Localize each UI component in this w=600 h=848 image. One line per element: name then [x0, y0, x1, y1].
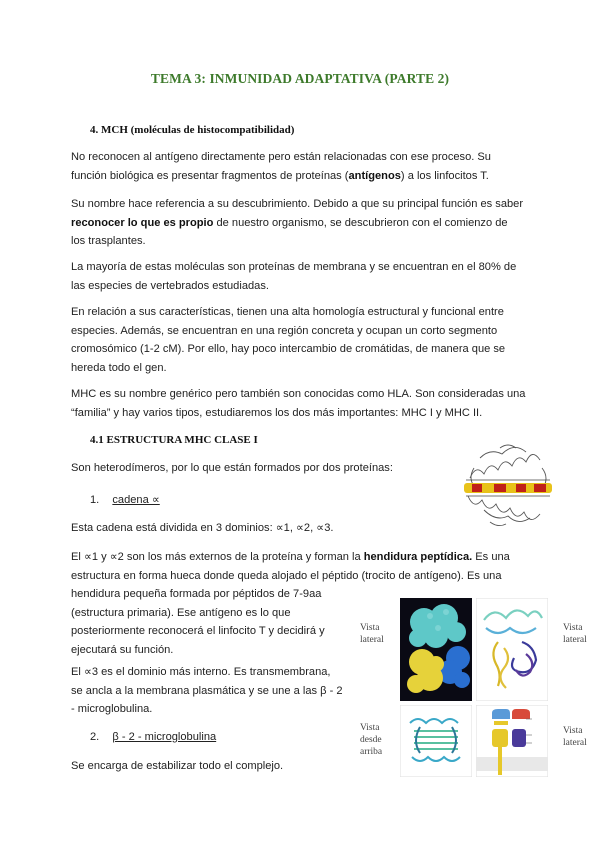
- mhc-ribbon-diagram: [460, 438, 556, 530]
- paragraph-heterodimers: Son heterodímeros, por lo que están formados por dos proteínas:: [71, 462, 393, 474]
- text-line: - microglobulina.: [71, 703, 153, 715]
- list-item-alpha-chain: [90, 493, 160, 506]
- text-line: El ∝3 es el dominio más interno. Es transmembrana,: [71, 666, 331, 678]
- text-line: los trasplantes.: [71, 235, 146, 247]
- paragraph-mch-name: [71, 195, 523, 251]
- caption-lateral-view-right: Vista lateral: [563, 623, 587, 645]
- paragraph-alpha3: [71, 663, 343, 719]
- paragraph-stabilize: Se encarga de estabilizar todo el complejo.: [71, 760, 284, 772]
- text-line: En relación a sus características, tienen una alta homología estructural y funcional entre: [71, 306, 504, 318]
- caption-lateral-view-left: Vista lateral: [360, 623, 384, 645]
- list-number: 1.: [90, 494, 100, 506]
- text-line: función biológica es presentar fragmentos de proteínas (antígenos) a los linfocitos T.: [71, 169, 489, 182]
- domain-schematic-image: [476, 705, 548, 777]
- ribbon-lateral-image: [476, 598, 548, 701]
- text-line: “familia” y hay varios tipos, estudiaremos los dos más importantes: MHC I y MHC II.: [71, 406, 483, 419]
- list-item-label: cadena ∝: [112, 494, 160, 506]
- section-4-heading: 4. MCH (moléculas de histocompatibilidad): [90, 124, 295, 136]
- paragraph-domains: Esta cadena está dividida en 3 dominios: ∝1, ∝2, ∝3.: [71, 522, 334, 534]
- text-line: posteriormente reconocerá el linfocito T y decidirá y: [71, 625, 325, 637]
- text-line: hendidura pequeña formada por péptidos de 7-9aa: [71, 588, 322, 600]
- list-item-beta2-microglobulin: [90, 731, 216, 743]
- list-number: 2.: [90, 731, 100, 743]
- section-4-1-heading: 4.1 ESTRUCTURA MHC CLASE I: [90, 434, 258, 446]
- text-line: No reconocen al antígeno directamente pero están relacionadas con ese proceso. Su: [71, 151, 491, 163]
- text-line: La mayoría de estas moléculas son proteínas de membrana y se encuentran en el 80% de: [71, 261, 517, 273]
- space-filling-model-image: [400, 598, 472, 701]
- paragraph-mch-intro: [71, 148, 491, 185]
- text-line: hereda todo el gen.: [71, 361, 167, 374]
- list-item-label: β - 2 - microglobulina: [112, 731, 217, 743]
- text-line: especies. Además, se encuentran en una región concreta y ocupan un corto segmento: [71, 324, 498, 337]
- paragraph-mhc-hla: [71, 385, 525, 422]
- text-line: ejecutará su función.: [71, 643, 174, 656]
- text-line: (estructura primaria). Ese antígeno es lo que: [71, 606, 291, 619]
- page-title: TEMA 3: INMUNIDAD ADAPTATIVA (PARTE 2): [150, 71, 450, 86]
- paragraph-mch-characteristics: [71, 303, 505, 377]
- text-line: Su nombre hace referencia a su descubrimiento. Debido a que su principal función es saber: [71, 198, 524, 210]
- caption-lateral-view-right-2: Vista lateral: [563, 726, 587, 748]
- text-line: MHC es su nombre genérico pero también son conocidas como HLA. Son consideradas una: [71, 388, 526, 400]
- text-line: estructura en forma hueca donde queda alojado el péptido (trocito de antígeno). Es una: [71, 569, 502, 582]
- ribbon-top-view-image: [400, 705, 472, 777]
- text-line: se ancla a la membrana plasmática y se une a las β - 2: [71, 684, 343, 697]
- text-line: las especies de vertebrados estudiadas.: [71, 279, 269, 292]
- paragraph-mch-membrane: [71, 258, 516, 295]
- text-line: El ∝1 y ∝2 son los más externos de la proteína y forman la hendidura peptídica. Es una: [71, 551, 510, 563]
- text-line: cromosómico (1-2 cM). Por ello, hay poco intercambio de cromátidas, de manera que se: [71, 343, 506, 355]
- caption-top-view: Vista desde arriba: [360, 723, 383, 757]
- text-line: reconocer lo que es propio de nuestro organismo, se descubrieron con el comienzo de: [71, 216, 508, 229]
